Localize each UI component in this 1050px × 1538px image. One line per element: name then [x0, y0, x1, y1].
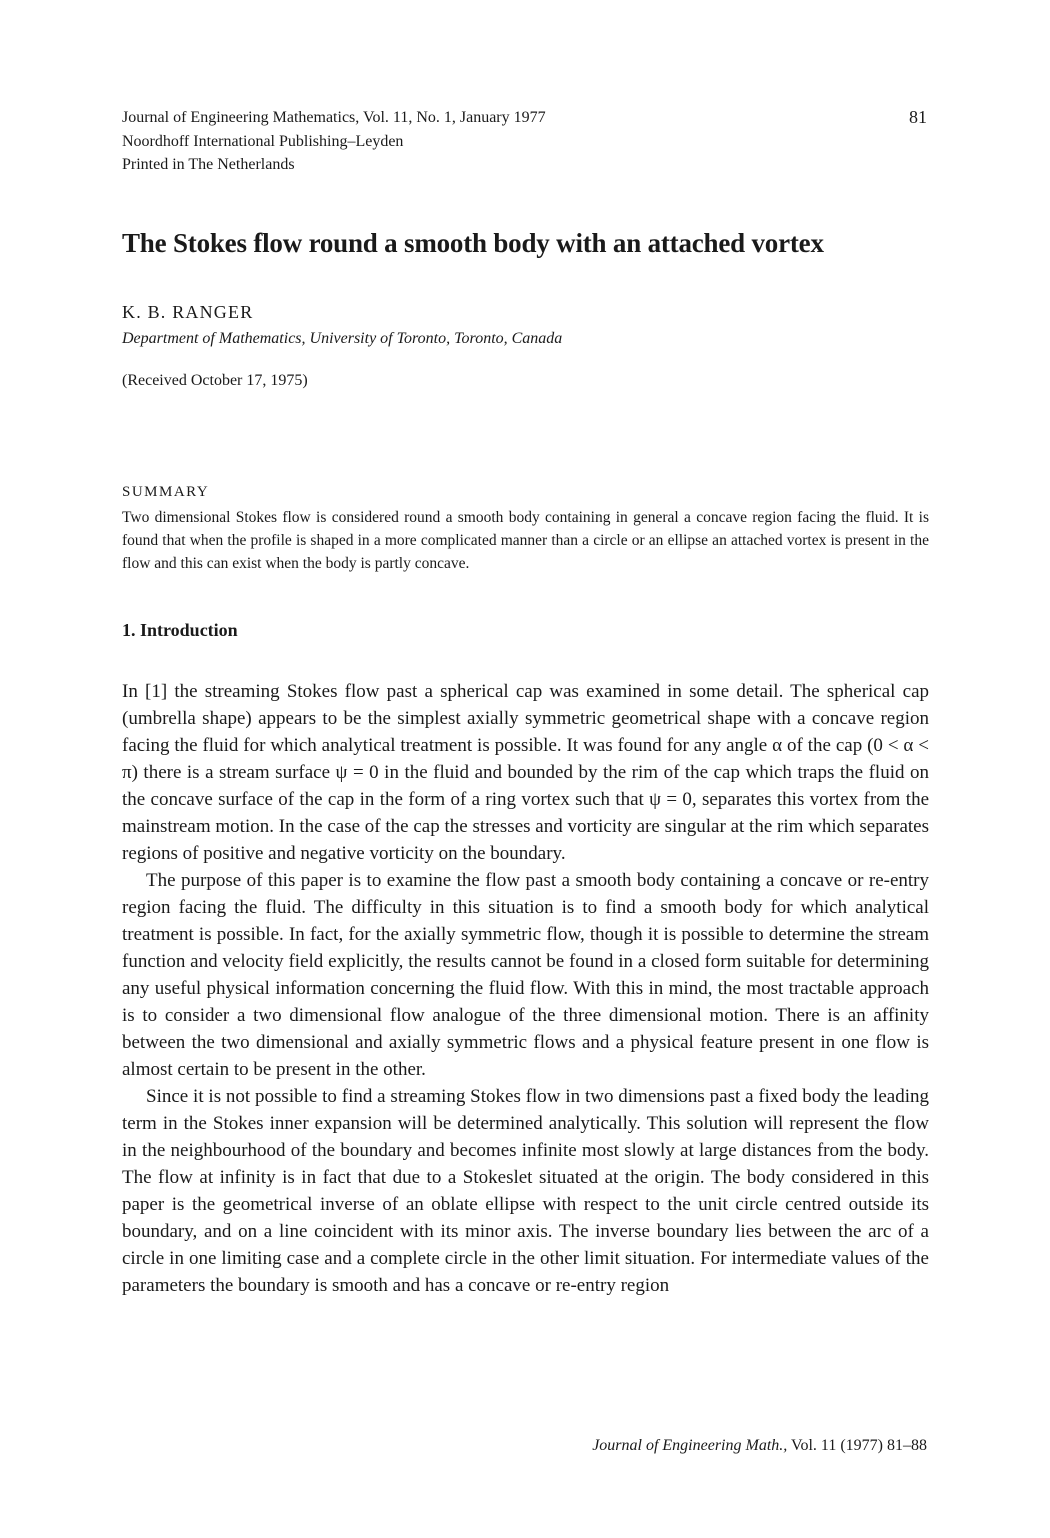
received-date: (Received October 17, 1975)	[122, 372, 308, 389]
summary-heading: SUMMARY	[122, 484, 210, 500]
publisher-line: Noordhoff International Publishing–Leyden	[122, 132, 404, 150]
footer-journal: Journal of Engineering Math.,	[592, 1437, 788, 1454]
page-footer	[592, 1437, 927, 1455]
printed-line: Printed in The Netherlands	[122, 156, 295, 173]
summary-text: Two dimensional Stokes flow is considered round a smooth body containing in general a concave region facing the fluid. It is found that when the profile is shaped in a more complicated manner than a circle or an ellipse an attached vortex is present in the flow and this can exist when the body is partly concave.	[122, 509, 929, 572]
body-paragraph-2: The purpose of this paper is to examine the flow past a smooth body containing a concave or re-entry region facing the fluid. The difficulty in this situation is to find a smooth body for which analytical treatment is possible. In fact, for the axially symmetric flow, though it is possible to determine the stream function and velocity field explicitly, the results cannot be found in a closed form suitable for determining any useful physical information concerning the fluid flow. With this in mind, the most tractable approach is to consider a two dimensional flow analogue of the three dimensional motion. There is an affinity between the two dimensional and axially symmetric flows and a physical feature present in one flow is almost certain to be present in the other.	[122, 870, 929, 1080]
page-header	[122, 106, 929, 177]
body-paragraph-1: In [1] the streaming Stokes flow past a spherical cap was examined in some detail. The spherical cap (umbrella shape) appears to be the simplest axially symmetric geometrical shape with a concave region facing the fluid for which analytical treatment is possible. It was found for any angle α of the cap (0 < α < π) there is a stream surface ψ = 0 in the fluid and bounded by the rim of the cap which traps the fluid on the concave surface of the cap in the form of a ring vortex such that ψ = 0, separates this vortex from the mainstream motion. In the case of the cap the stresses and vorticity are singular at the rim which separates regions of positive and negative vorticity on the boundary.	[122, 681, 929, 864]
journal-line: Journal of Engineering Mathematics, Vol. 11, No. 1, January 1977	[122, 109, 546, 126]
page-number: 81	[909, 107, 927, 127]
section-body	[122, 678, 929, 1299]
paper-title: The Stokes flow round a smooth body with an attached vortex	[122, 228, 824, 258]
footer-volume: Vol. 11 (1977) 81–88	[787, 1437, 927, 1454]
paper-page	[122, 0, 929, 1538]
section-heading: 1. Introduction	[122, 620, 238, 640]
author-affiliation: Department of Mathematics, University of Toronto, Toronto, Canada	[122, 330, 563, 347]
body-paragraph-3: Since it is not possible to find a streaming Stokes flow in two dimensions past a fixed body the leading term in the Stokes inner expansion will be determined analytically. This solution will represent the flow in the neighbourhood of the boundary and becomes infinite most slowly at large distances from the body. The flow at infinity is in fact that due to a Stokeslet situated at the origin. The body considered in this paper is the geometrical inverse of an oblate ellipse with respect to the unit circle centred outside its boundary, and on a line coincident with its minor axis. The inverse boundary lies between the arc of a circle in one limiting case and a complete circle in the other limit situation. For intermediate values of the parameters the boundary is smooth and has a concave or re-entry region	[122, 1086, 929, 1296]
author-name: K. B. RANGER	[122, 302, 254, 322]
